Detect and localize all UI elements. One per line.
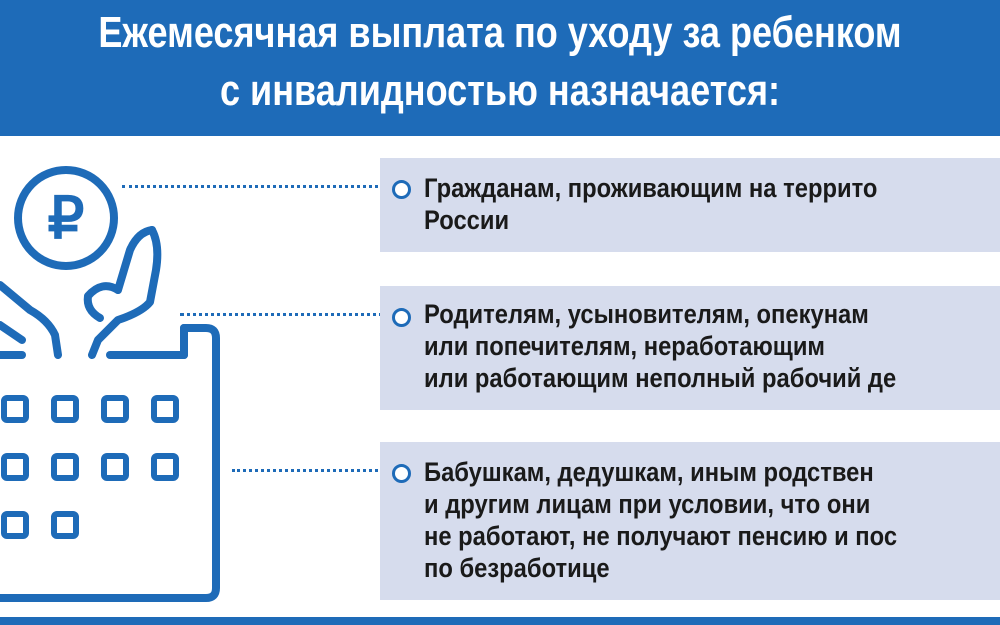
bullet-icon: [392, 180, 411, 199]
info-box-1: [380, 158, 1000, 252]
connector-line-3: [232, 469, 390, 472]
info-box-3: [380, 442, 1000, 600]
hands-ruble-calendar-icon: [0, 150, 260, 610]
info-box-2: [380, 286, 1000, 410]
connector-line-1: [122, 185, 390, 188]
title-line-2: с инвалидностью назначается:: [219, 66, 781, 115]
connector-line-2: [180, 313, 390, 316]
info-text-1: Гражданам, проживающим на террито России: [424, 173, 878, 235]
title-line-1: Ежемесячная выплата по уходу за ребенком: [98, 8, 902, 57]
bottom-bar: [0, 617, 1000, 625]
info-text-3: Бабушкам, дедушкам, иным родствен и другим лицам при условии, что они не работают, не получают пенсию и пос по безработице: [424, 457, 898, 583]
svg-text:₽: ₽: [47, 186, 85, 251]
bullet-icon: [392, 308, 411, 327]
header-banner: [0, 0, 1000, 142]
info-text-2: Родителям, усыновителям, опекунам или попечителям, неработающим или работающим неполный рабочий де: [424, 299, 897, 393]
bullet-icon: [392, 464, 411, 483]
